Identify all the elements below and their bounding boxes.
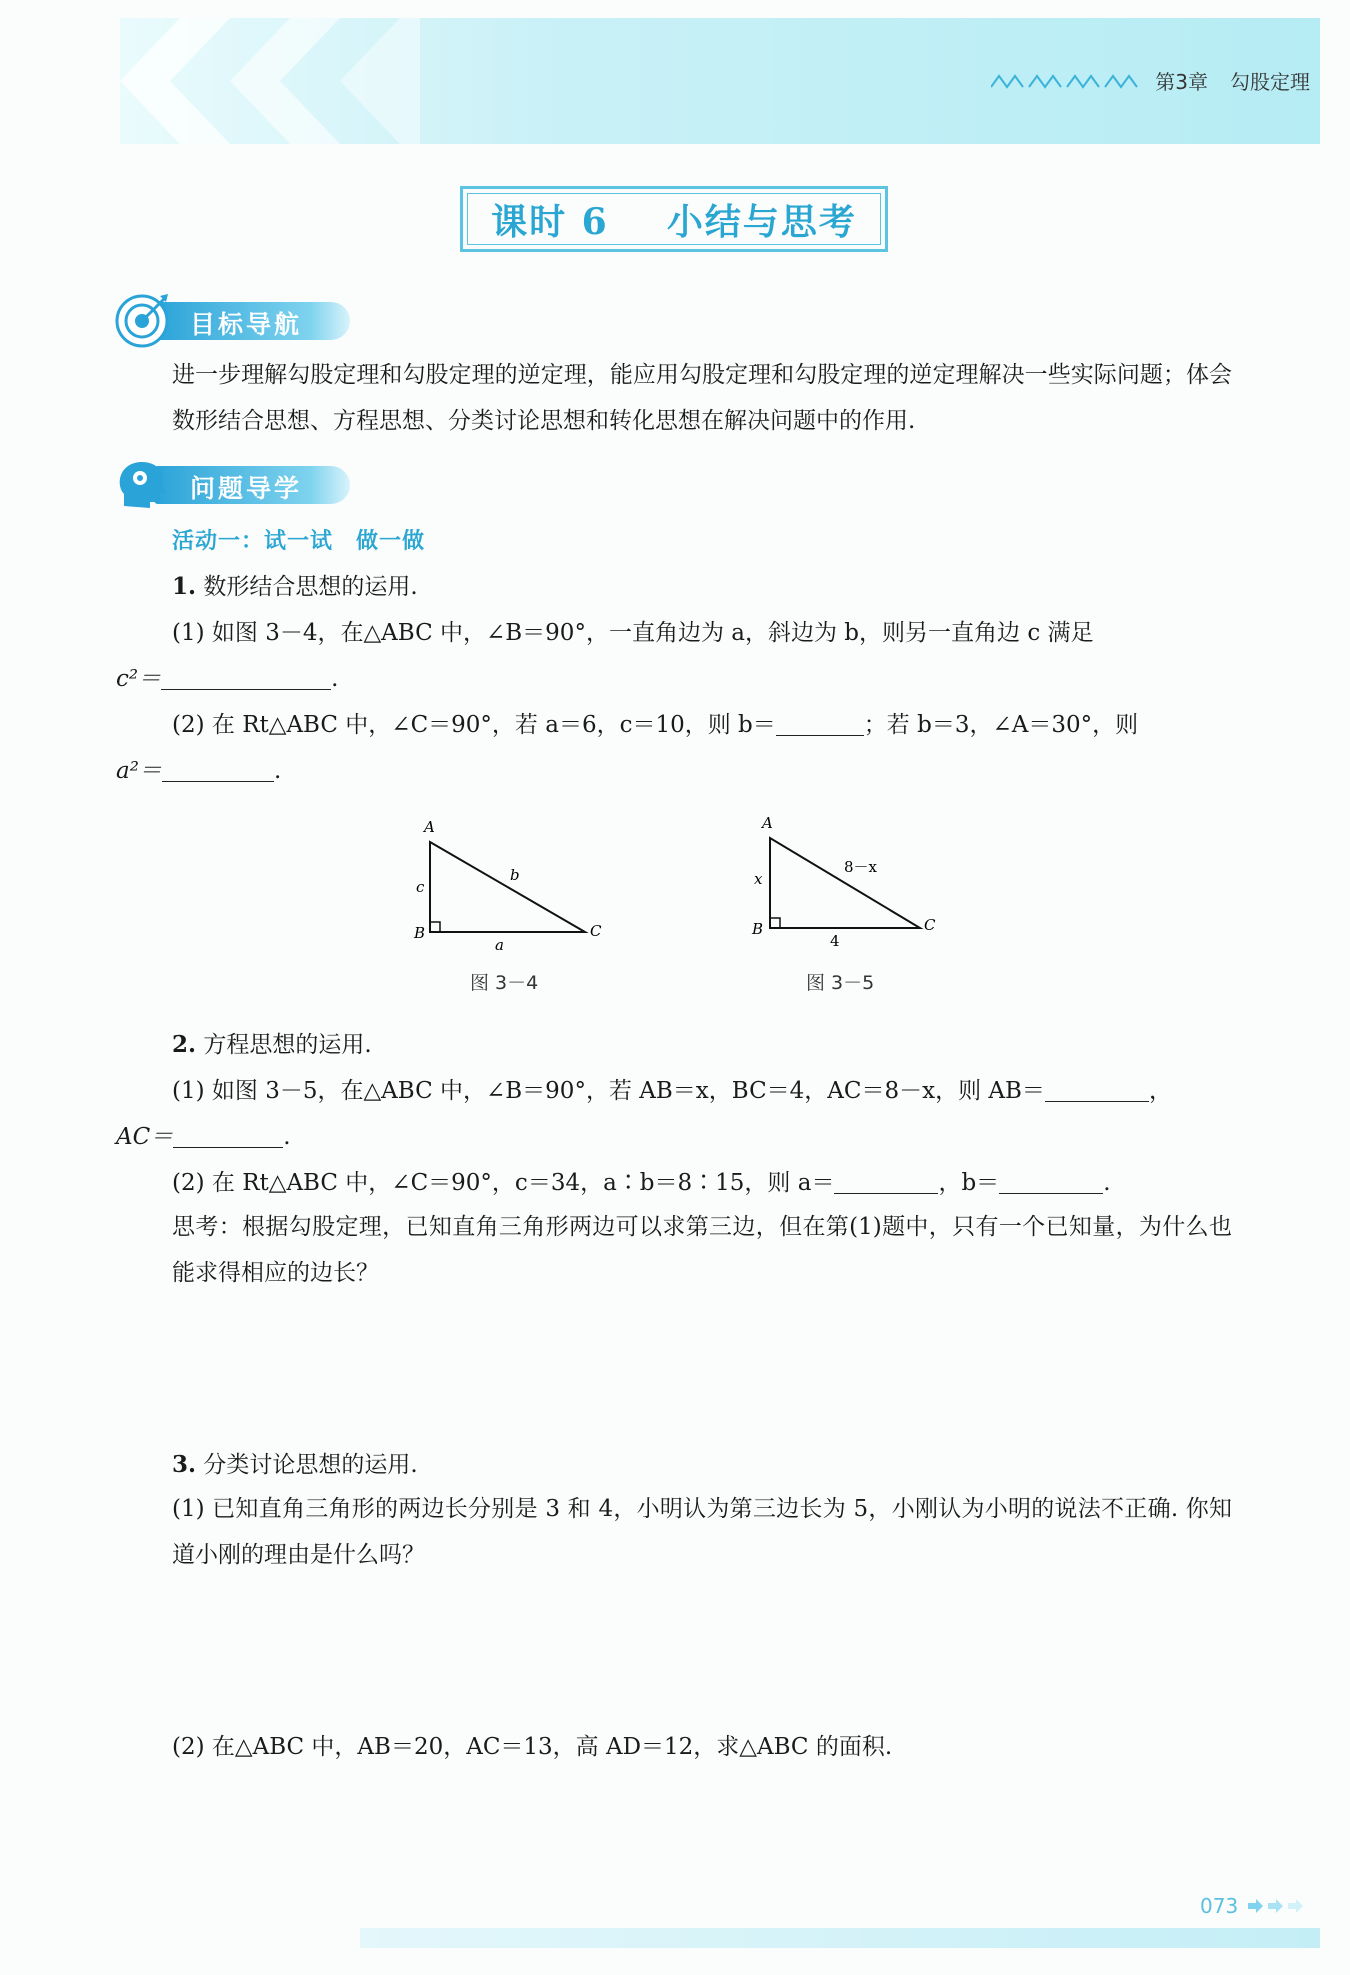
goals-tag-label: 目标导航	[190, 310, 303, 339]
q3-part1: (1) 已知直角三角形的两边长分别是 3 和 4，小明认为第三边长为 5，小刚认为小明的说法不正确. 你知道小刚的理由是什么吗？	[172, 1496, 1232, 1568]
fig1-label-a: a	[495, 936, 504, 952]
footer-band	[360, 1928, 1320, 1948]
q1-title: 数形结合思想的运用.	[203, 574, 418, 600]
fig1-label-A: A	[424, 818, 435, 836]
header-chevrons	[120, 18, 420, 144]
guide-tag-label: 问题导学	[190, 474, 303, 503]
q1-heading	[172, 568, 1232, 601]
fig2-label-C: C	[924, 916, 936, 934]
head-gear-icon	[114, 456, 172, 514]
fig1-label-b: b	[510, 866, 520, 884]
arrow-right-icon	[1248, 1898, 1308, 1914]
q2-part2: (2) 在 Rt△ABC 中，∠C＝90°，c＝34，a∶b＝8∶15，则 a＝ ，b＝ .	[172, 1164, 1232, 1197]
q3-title: 分类讨论思想的运用.	[203, 1452, 418, 1478]
q3-part2: (2) 在△ABC 中，AB＝20，AC＝13，高 AD＝12，求△ABC 的面积.	[172, 1734, 893, 1760]
q2-part1-line2: AC＝ .	[116, 1118, 1232, 1151]
figure-3-5	[740, 808, 960, 948]
fig1-caption: 图 3－4	[470, 972, 539, 994]
q2-think: 思考：根据勾股定理，已知直角三角形两边可以求第三边，但在第(1)题中，只有一个已知量，为什么也能求得相应的边长？	[172, 1214, 1232, 1286]
q1-part1-line1: (1) 如图 3－4，在△ABC 中，∠B＝90°，一直角边为 a，斜边为 b，则另一直角边 c 满足	[172, 620, 1094, 646]
answer-blank[interactable]	[1045, 1075, 1149, 1102]
q3-heading	[172, 1446, 1232, 1479]
page-number: 073	[1200, 1894, 1239, 1918]
mountain-ornament-icon	[991, 73, 1141, 89]
fig1-label-c: c	[416, 878, 425, 896]
q2-title: 方程思想的运用.	[203, 1032, 372, 1058]
fig1-label-B: B	[414, 924, 426, 942]
answer-blank[interactable]	[161, 663, 331, 690]
chapter-number: 第3章	[1155, 70, 1208, 94]
section-tag-guide	[114, 456, 354, 510]
activity-title: 活动一：试一试 做一做	[172, 529, 426, 554]
answer-blank[interactable]	[162, 755, 274, 782]
running-header	[991, 66, 1310, 95]
fig2-label-hyp: 8－x	[844, 858, 878, 876]
q1-part2-line2: a²＝ .	[116, 752, 1232, 785]
fig2-label-B: B	[752, 920, 764, 938]
q2-number: 2.	[172, 1031, 197, 1058]
fig2-label-A: A	[762, 814, 773, 832]
section-tag-goals	[114, 292, 354, 346]
q2-part1-line1: (1) 如图 3－5，在△ABC 中，∠B＝90°，若 AB＝x，BC＝4，AC＝8－x，则 AB＝ ，	[172, 1072, 1232, 1105]
figure-3-4	[400, 812, 620, 952]
goals-text: 进一步理解勾股定理和勾股定理的逆定理，能应用勾股定理和勾股定理的逆定理解决一些实际问题；体会数形结合思想、方程思想、分类讨论思想和转化思想在解决问题中的作用.	[172, 362, 1232, 434]
q1-part1-line2: c²＝ .	[116, 660, 1232, 693]
answer-blank[interactable]	[999, 1167, 1103, 1194]
lesson-title-box	[460, 186, 888, 252]
answer-blank[interactable]	[776, 709, 864, 736]
fig2-label-base: 4	[830, 932, 840, 948]
chapter-title: 勾股定理	[1230, 70, 1310, 94]
fig1-label-C: C	[590, 922, 602, 940]
fig2-caption: 图 3－5	[806, 972, 875, 994]
answer-blank[interactable]	[834, 1167, 938, 1194]
target-icon	[114, 292, 172, 350]
fig2-label-x: x	[754, 870, 763, 888]
q2-heading	[172, 1026, 1232, 1059]
q3-number: 3.	[172, 1451, 197, 1478]
q1-part2-line1: (2) 在 Rt△ABC 中，∠C＝90°，若 a＝6，c＝10，则 b＝ ；若 b＝3，∠A＝30°，则	[172, 706, 1232, 739]
q1-number: 1.	[172, 573, 197, 600]
answer-blank[interactable]	[173, 1121, 283, 1148]
lesson-title: 课时 6 小结与思考	[491, 200, 857, 243]
